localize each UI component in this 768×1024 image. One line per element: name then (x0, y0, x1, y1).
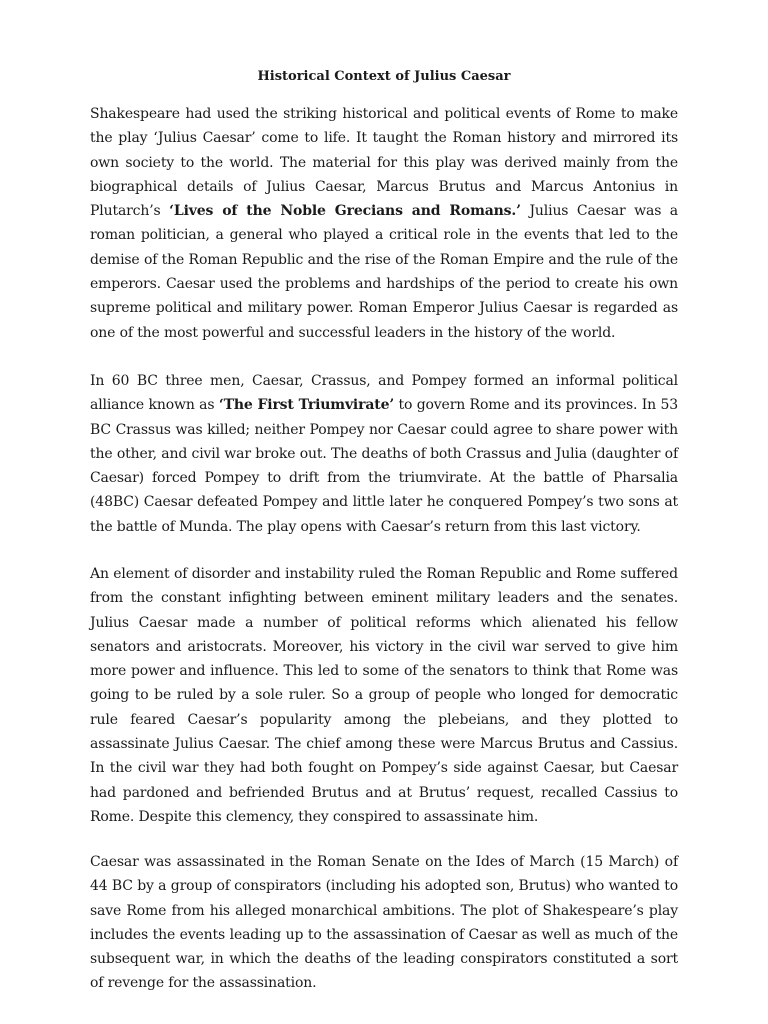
paragraph-assassination (90, 850, 678, 996)
book-title-emphasis: ‘Lives of the Noble Grecians and Romans.’ (169, 203, 521, 220)
document-title: Historical Context of Julius Caesar (257, 69, 511, 84)
paragraph-text: Julius Caesar was a roman politician, a general who played a critical role in the events that led to the demise of the Roman Republic and the rise of the Roman Empire and the rule of the emperors. Caesar used the problems and hardships of the period to create his own supreme political and military power. Roman Emperor Julius Caesar is regarded as one of the most powerful and successful leaders in the history of the world. (90, 203, 679, 341)
paragraph-plutarch-sources (90, 102, 678, 345)
paragraph-disorder-and-conspiracy (90, 562, 678, 829)
paragraph-text: Caesar was assassinated in the Roman Senate on the Ides of March (15 March) of 44 BC by a group of conspirators (including his adopted son, Brutus) who wanted to save Rome from his alleged monarchical ambitions. The plot of Shakespeare’s play includes the events leading up to the assassination of Caesar as well as much of the subsequent war, in which the deaths of the leading conspirators constituted a sort of revenge for the assassination. (90, 854, 678, 992)
paragraph-text: to govern Rome and its provinces. In 53 BC Crassus was killed; neither Pompey nor Caesar could agree to share power with the other, and civil war broke out. The deaths of both Crassus and Julia (daughter of Caesar) forced Pompey to drift from the triumvirate. At the battle of Pharsalia (48BC) Caesar defeated Pompey and little later he conquered Pompey’s two sons at the battle of Munda. The play opens with Caesar’s return from this last victory. (90, 397, 678, 535)
paragraph-text: An element of disorder and instability ruled the Roman Republic and Rome suffered from the constant infighting between eminent military leaders and the senates. Julius Caesar made a number of political reforms which alienated his fellow senators and aristocrats. Moreover, his victory in the civil war served to give him more power and influence. This led to some of the senators to think that Rome was going to be ruled by a sole ruler. So a group of people who longed for democratic rule feared Caesar’s popularity among the plebeians, and they plotted to assassinate Julius Caesar. The chief among these were Marcus Brutus and Cassius. In the civil war they had both fought on Pompey’s side against Caesar, but Caesar had pardoned and befriended Brutus and at Brutus’ request, recalled Cassius to Rome. Despite this clemency, they conspired to assassinate him. (90, 566, 678, 825)
paragraph-text: In 60 BC three men, Caesar, Crassus, and Pompey formed an informal political alliance known as (90, 373, 678, 414)
paragraph-text: Shakespeare had used the striking historical and political events of Rome to make the play ‘Julius Caesar’ come to life. It taught the Roman history and mirrored its own society to the world. The material for this play was derived mainly from the biographical details of Julius Caesar, Marcus Brutus and Marcus Antonius in Plutarch’s (90, 106, 678, 220)
paragraph-first-triumvirate (90, 369, 678, 539)
triumvirate-emphasis: ‘The First Triumvirate’ (218, 397, 395, 414)
